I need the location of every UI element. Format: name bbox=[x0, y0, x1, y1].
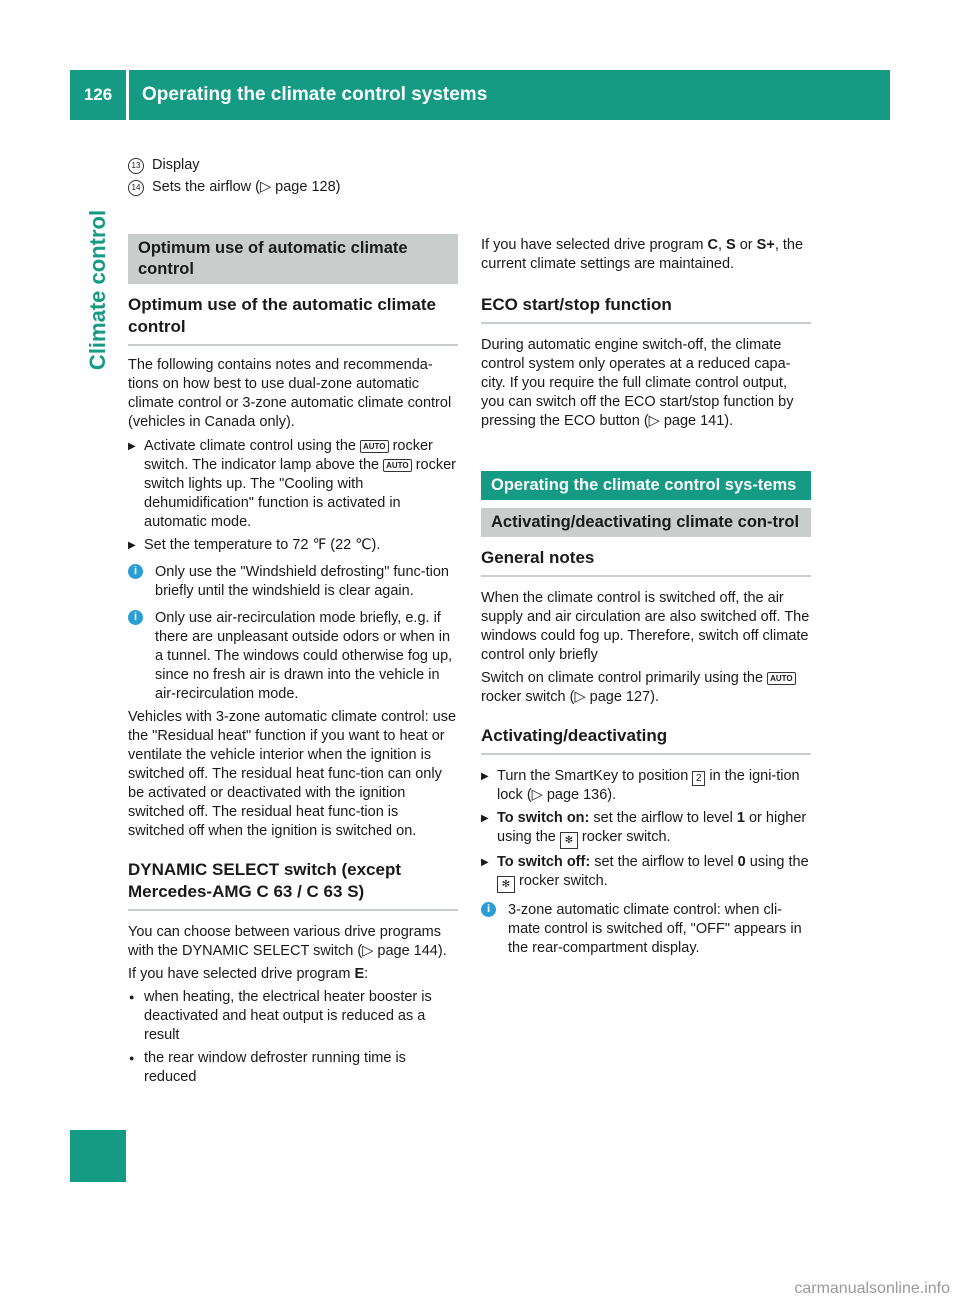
bullet-defroster: ● the rear window defroster running time is reduced bbox=[128, 1049, 458, 1087]
section-heading-activating: Activating/deactivating bbox=[481, 725, 811, 755]
program-e-paragraph: If you have selected drive program E: bbox=[128, 966, 369, 982]
header-divider bbox=[126, 70, 129, 120]
legend-item-14 bbox=[128, 178, 340, 197]
bullet-heater: ● when heating, the electrical heater booster is deactivated and heat output is reduced as a result bbox=[128, 988, 458, 1045]
residual-heat-paragraph: Vehicles with 3-zone automatic climate control: use the "Residual heat" function if you want to heat or ventilate the vehicle interior when the ignition is switched off. The residual heat func-tion can only be activated or deactivated with the ignition switched off. The residual heat func-tion is switched off when the ignition is switched on. bbox=[128, 709, 457, 839]
number-13-icon: 13 bbox=[128, 158, 144, 174]
left-column bbox=[128, 234, 458, 1087]
eco-paragraph: During automatic engine switch-off, the climate control system only operates at a reduced capa-city. If you require the full climate control output, you can switch off the ECO start/stop function by pressing the ECO button (▷ page 141). bbox=[481, 337, 794, 429]
box-heading-optimum: Optimum use of automatic climate control bbox=[128, 234, 458, 284]
step-activate: ▶ Activate climate control using the AUTO rocker switch. The indicator lamp above the AUTO rocker switch lights up. The "Cooling with dehumidification" function is activated in automatic mode. bbox=[128, 437, 458, 532]
right-column bbox=[481, 236, 811, 958]
info-icon: i bbox=[128, 564, 143, 579]
switch-on-paragraph: Switch on climate control primarily using the AUTO rocker switch (▷ page 127). bbox=[481, 669, 811, 707]
number-14-icon: 14 bbox=[128, 180, 144, 196]
legend-text: Display bbox=[152, 157, 200, 173]
step-switch-off: ▶ To switch off: set the airflow to level 0 using the ✻ rocker switch. bbox=[481, 853, 811, 893]
auto-icon: AUTO bbox=[383, 459, 412, 472]
info-recirculation: i Only use air-recirculation mode briefly, e.g. if there are unpleasant outside odors or when in a tunnel. The windows could otherwise fog up, since no fresh air is drawn into the vehicle in air-recirculation mode. bbox=[128, 609, 458, 704]
sidebar-section-label: Climate control bbox=[85, 209, 110, 371]
fan-icon: ✻ bbox=[497, 876, 515, 893]
box-heading-activating: Activating/deactivating climate con-trol bbox=[481, 508, 811, 537]
watermark: carmanualsonline.info bbox=[794, 1280, 950, 1297]
info-3-zone: i 3-zone automatic climate control: when cli-mate control is switched off, "OFF" appears in the rear-compartment display. bbox=[481, 901, 811, 958]
section-heading-general: General notes bbox=[481, 547, 811, 577]
page-number: 126 bbox=[83, 85, 113, 104]
box-heading-operating: Operating the climate control sys-tems bbox=[481, 471, 811, 500]
section-heading-dynamic-select: DYNAMIC SELECT switch (except Mercedes-AMG C 63 / C 63 S) bbox=[128, 859, 458, 911]
intro-paragraph: The following contains notes and recommenda-tions on how best to use dual-zone automatic climate control or 3-zone automatic climate control (vehicles in Canada only). bbox=[128, 357, 452, 430]
step-switch-on: ▶ To switch on: set the airflow to level 1 or higher using the ✻ rocker switch. bbox=[481, 809, 811, 849]
info-icon: i bbox=[128, 610, 143, 625]
step-smartkey: ▶ Turn the SmartKey to position 2 in the igni-tion lock (▷ page 136). bbox=[481, 767, 811, 805]
legend-text: Sets the airflow (▷ page 128) bbox=[152, 179, 341, 195]
fan-icon: ✻ bbox=[560, 832, 578, 849]
section-heading-optimum: Optimum use of the automatic climate control bbox=[128, 294, 458, 346]
section-heading-eco: ECO start/stop function bbox=[481, 294, 811, 324]
program-cs-paragraph: If you have selected drive program C, S or S+, the current climate settings are maintained. bbox=[481, 237, 804, 272]
step-temperature: ▶ Set the temperature to 72 ℉ (22 ℃). bbox=[128, 536, 458, 555]
info-windshield: i Only use the "Windshield defrosting" func-tion briefly until the windshield is clear again. bbox=[128, 563, 458, 601]
general-notes-paragraph: When the climate control is switched off, the air supply and air circulation are also switched off. The windows could fog up. Therefore, switch off climate control only briefly bbox=[481, 590, 810, 663]
auto-icon: AUTO bbox=[767, 672, 796, 685]
position-2-icon: 2 bbox=[692, 771, 705, 786]
legend-item-13 bbox=[128, 156, 200, 175]
info-icon: i bbox=[481, 902, 496, 917]
page-title: Operating the climate control systems bbox=[142, 84, 488, 105]
auto-icon: AUTO bbox=[360, 440, 389, 453]
dynamic-select-paragraph: You can choose between various drive programs with the DYNAMIC SELECT switch (▷ page 144). bbox=[128, 924, 447, 959]
sidebar-marker bbox=[70, 1130, 126, 1182]
